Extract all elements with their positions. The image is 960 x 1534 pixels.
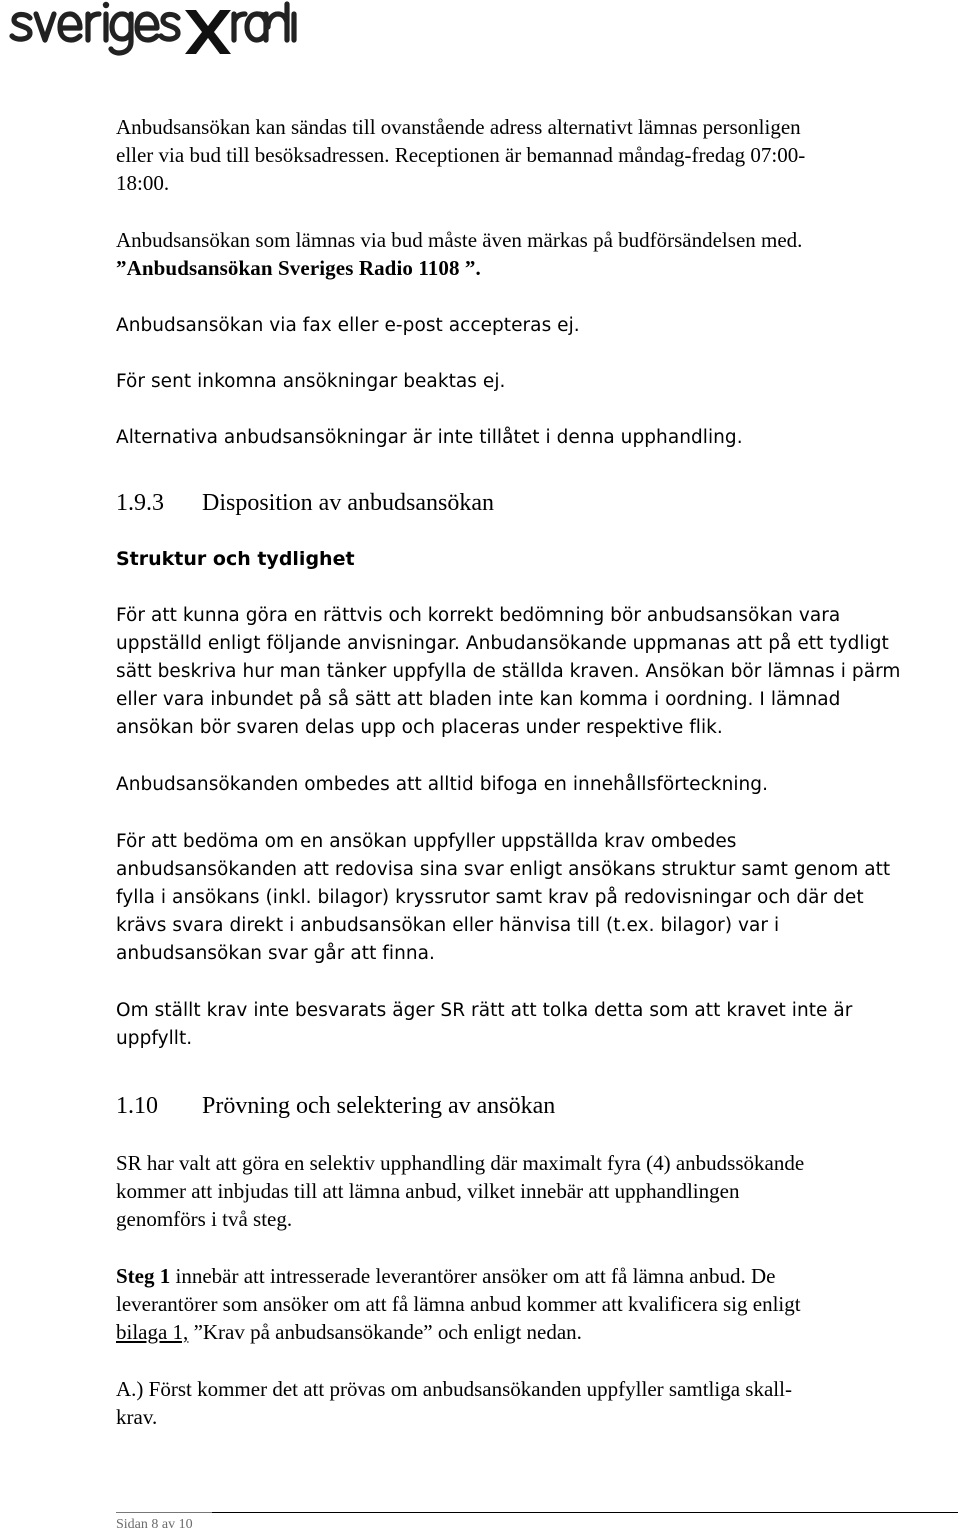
disposition-paragraph-4: Om ställt krav inte besvarats äger SR rätt att tolka detta som att kravet inte är uppfyllt. [116,1000,853,1049]
alternatives-notice: Alternativa anbudsansökningar är inte tillåtet i denna upphandling. [116,427,743,448]
delivery-paragraph-2: Anbudsansökan som lämnas via bud måste även märkas på budförsändelsen med. ”Anbudsansökan Sveriges Radio 1108 ”. [116,228,803,280]
step-1-paragraph: Steg 1 innebär att intresserade leverantörer ansöker om att få lämna anbud. De leverantörer som ansöker om att få lämna anbud kommer att kvalificera sig enligt bilaga 1, ”Krav på anbudsansökande” och enligt nedan. [116,1264,801,1344]
delivery-paragraph-1: Anbudsansökan kan sändas till ovanstående adress alternativt lämnas personligen eller via bud till besöksadressen. Receptionen är bemannad måndag-fredag 07:00- 18:00. [116,115,806,195]
paragraph-a: A.) Först kommer det att prövas om anbudsansökanden uppfyller samtliga skall- krav. [116,1377,792,1429]
sveriges-radio-logo [8,0,298,56]
footer-rule [116,1512,958,1513]
disposition-paragraph-1: För att kunna göra en rättvis och korrekt bedömning bör anbudsansökan vara uppställd enligt följande anvisningar. Anbudansökande uppmanas att på ett tydligt sätt beskriva hur man tänker uppfylla de ställda kraven. Ansökan bör lämnas i pärm eller vara inbundet på så sätt att bladen inte kan komma i oordning. I lämnad ansökan bör svaren delas upp och placeras under respektive flik. [116,605,901,738]
selection-paragraph-1: SR har valt att göra en selektiv upphandling där maximalt fyra (4) anbudssökande kommer att inbjudas till att lämna anbud, vilket innebär att upphandlingen genomförs i två steg. [116,1151,805,1231]
section-title: Disposition av anbudsansökan [202,490,494,516]
disposition-paragraph-3: För att bedöma om en ansökan uppfyller uppställda krav ombedes anbudsansökanden att redovisa sina svar enligt ansökans struktur samt genom att fylla i ansökans (inkl. bilagor) kryssrutor samt krav på redovisningar och där det krävs svara direkt i anbudsansökan eller hänvisa till (t.ex. bilagor) var i anbudsansökan svar går att finna. [116,831,891,964]
section-number: 1.9.3 [116,490,164,516]
late-notice: För sent inkomna ansökningar beaktas ej. [116,371,506,392]
page-number: Sidan 8 av 10 [116,1517,193,1532]
section-heading-1-9-3 [116,488,494,518]
bilaga-1-link[interactable]: bilaga 1, [116,1320,189,1344]
step-1-label: Steg 1 [116,1264,171,1288]
footer-rule-accent [116,1512,212,1513]
disposition-paragraph-2: Anbudsansökanden ombedes att alltid bifoga en innehållsförteckning. [116,774,769,795]
subheading-structure: Struktur och tydlighet [116,548,355,570]
section-number: 1.10 [116,1093,158,1119]
section-heading-1-10 [116,1091,555,1121]
fax-notice: Anbudsansökan via fax eller e-post accepteras ej. [116,315,580,336]
section-title: Prövning och selektering av ansökan [202,1093,556,1119]
